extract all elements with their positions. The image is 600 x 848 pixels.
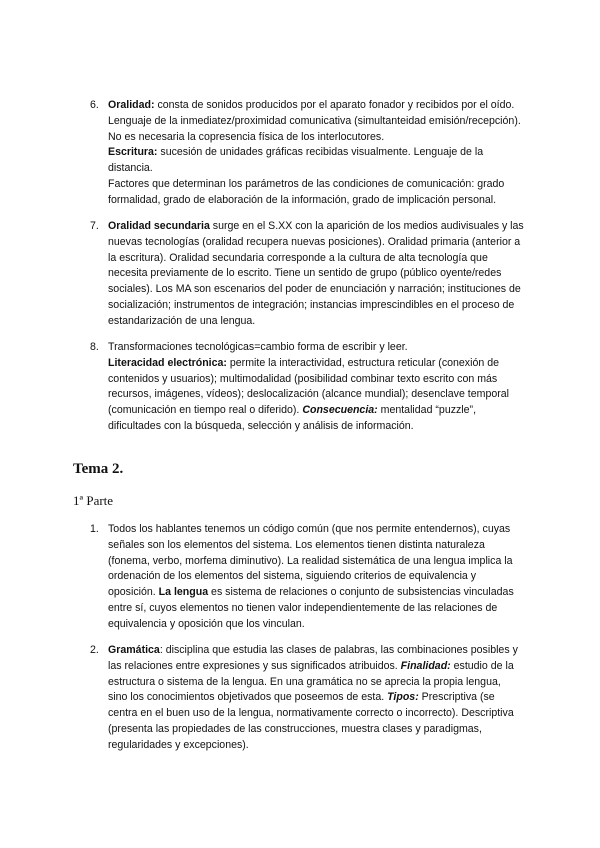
list-number: 1. <box>90 523 99 535</box>
list-item-text: Gramática: disciplina que estudia las clases de palabras, las combinaciones posibles y las relaciones entre expresiones y sus significados atribuidos. Finalidad: estudio de la estructura o sistema de la lengua. En una gramática no se aprecia la propia lengua, sino los conocimientos objetivados que poseemos de esta. Tipos: Prescriptiva (se centra en el buen uso de la lengua, normativamente correcto o incorrecto). Descriptiva (presenta las propiedades de las construcciones, muestra clases y paradigmas, regularidades y excepciones). <box>108 644 518 751</box>
list-item-text: Todos los hablantes tenemos un código común (que nos permite entendernos), cuyas señales son los elementos del sistema. Los elementos tienen distinta naturaleza (fonema, verbo, morfema diminutivo). La realidad sistemática de una lengua implica la ordenación de los elementos del sistema, siguiendo criterios de equivalencia y oposición. La lengua es sistema de relaciones o conjunto de subsistencias vinculadas entre sí, cuyos elementos no tienen valor independientemente de las relaciones de equivalencia y oposición que los vinculan. <box>108 523 514 630</box>
list-item-text: Oralidad secundaria surge en el S.XX con la aparición de los medios audivisuales y las nuevas tecnologías (oralidad recupera nuevas posiciones). Oralidad primaria (anterior a la escritura). Oralidad secundaria corresponde a la cultura de alta tecnología que necesita previamente de lo escrito. Tiene un sentido de grupo (público oyente/redes sociales). Los MA son escenarios del poder de enunciación y narración; instituciones de socialización; instrumentos de integración; instancias imprescindibles en el proceso de estandarización de una lengua. <box>108 220 524 327</box>
list-number: 7. <box>90 220 99 232</box>
list-item-7 <box>91 219 540 330</box>
list-item-text: Oralidad: consta de sonidos producidos por el aparato fonador y recibidos por el oído. Lenguaje de la inmediatez/proximidad comunicativa (simultanteidad emisión/recepción). No es necesaria la copresencia física de los interlocutores. Escritura: sucesión de unidades gráficas recibidas visualmente. Lenguaje de la distancia. Factores que determinan los parámetros de las condiciones de comunicación: grado formalidad, grado de elaboración de la información, grado de implicación personal. <box>108 99 521 206</box>
list-number: 2. <box>90 644 99 656</box>
section-heading: Tema 2. <box>73 461 124 477</box>
list-number: 8. <box>90 341 99 353</box>
subsection-heading: 1ª Parte <box>73 493 114 508</box>
list-item-8 <box>91 340 540 435</box>
list-item-6 <box>91 98 540 209</box>
list-item-1 <box>91 522 540 633</box>
list-number: 6. <box>90 99 99 111</box>
list-item-text: Transformaciones tecnológicas=cambio forma de escribir y leer. Literacidad electrónica: permite la interactividad, estructura reticular (conexión de contenidos y usuarios); multimodalidad (posibilidad combinar texto escrito con más recursos, imágenes, vídeos); deslocalización (alcance mundial); desenclave temporal (comunicación en tiempo real o diferido). Consecuencia: mentalidad “puzzle”, dificultades con la búsqueda, selección y análisis de información. <box>108 341 509 432</box>
list-item-2 <box>91 643 540 754</box>
